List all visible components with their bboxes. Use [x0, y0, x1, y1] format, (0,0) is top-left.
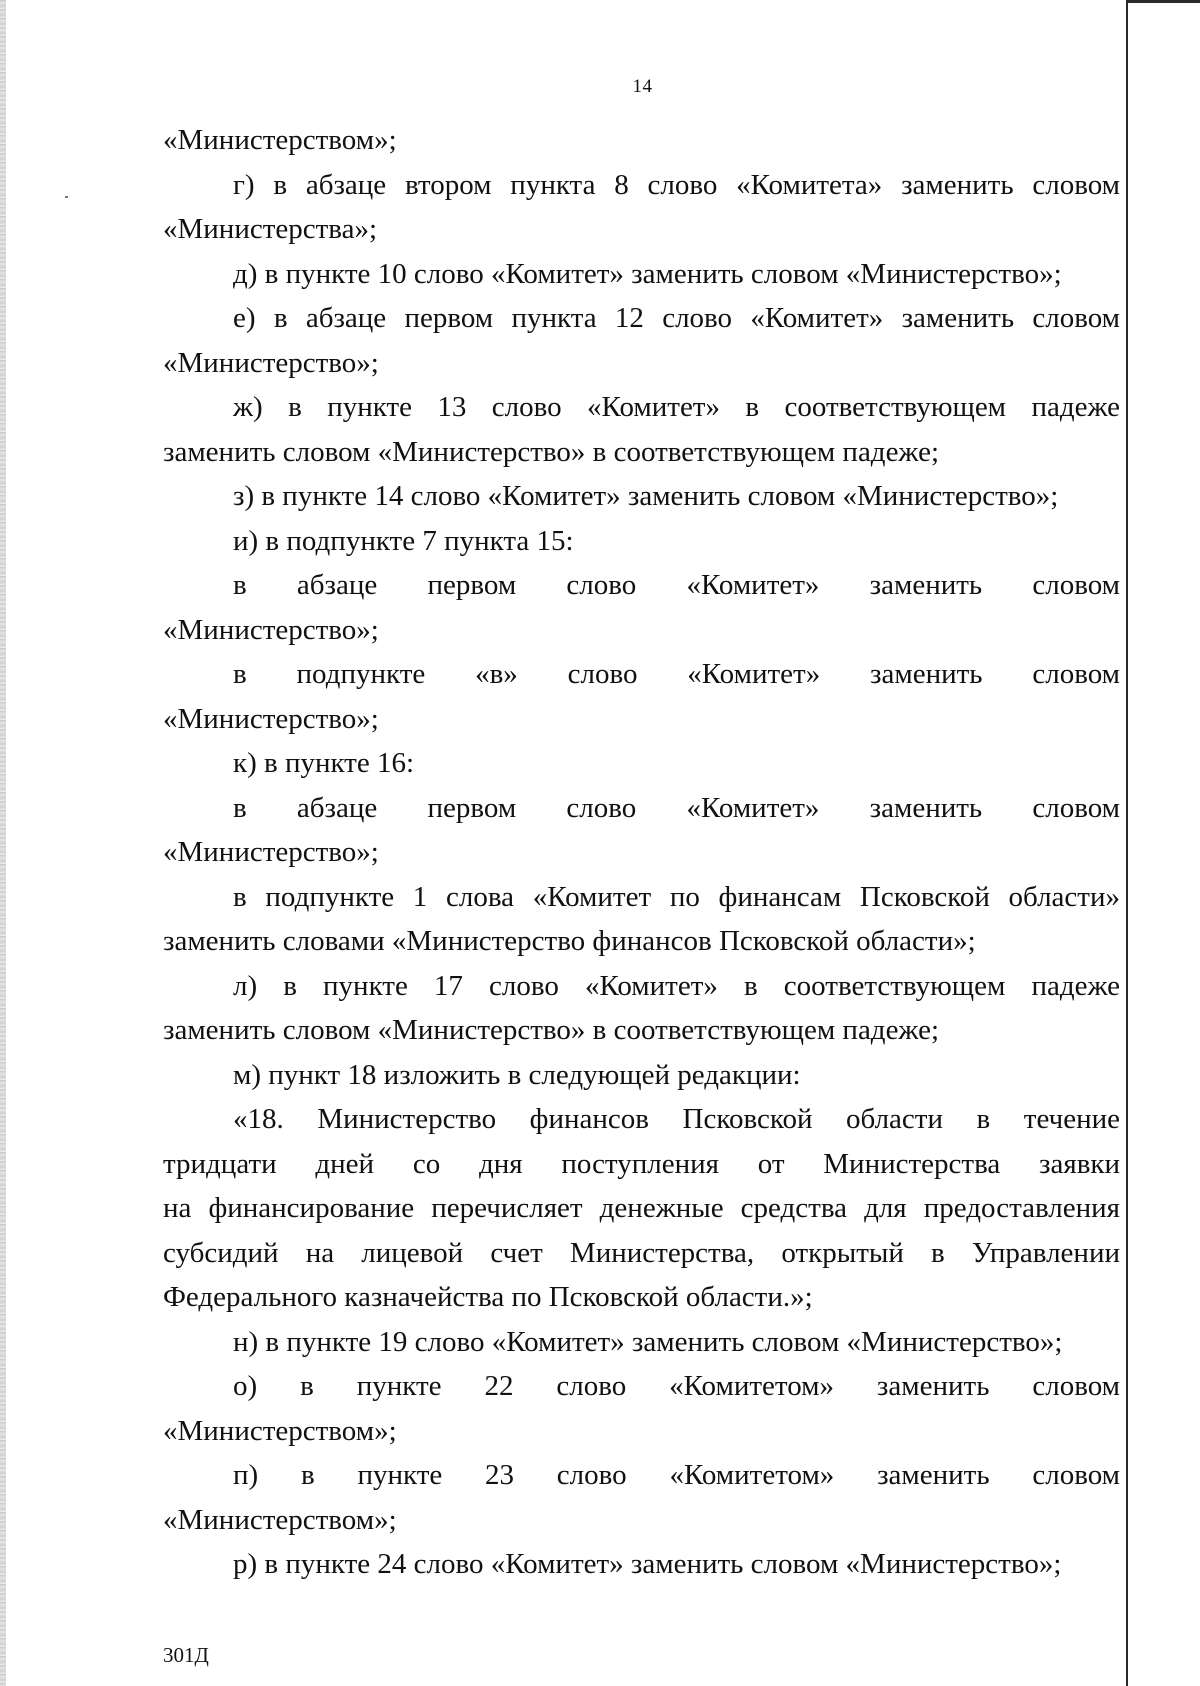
text-line: в подпункте «в» слово «Комитет» заменить словом: [233, 658, 1120, 690]
text-line: «18. Министерство финансов Псковской области в течение: [233, 1103, 1120, 1135]
text-line: д) в пункте 10 слово «Комитет» заменить словом «Министерство»;: [233, 257, 1062, 290]
text-line: в абзаце первом слово «Комитет» заменить словом: [233, 569, 1120, 601]
text-line: «Министерством»;: [163, 1414, 397, 1447]
text-line: «Министерство»;: [163, 613, 379, 646]
text-line: и) в подпункте 7 пункта 15:: [233, 524, 574, 557]
scan-right-edge-top: [1126, 0, 1200, 3]
text-line: заменить словами «Министерство финансов Псковской области»;: [163, 925, 976, 957]
text-line: «Министерство»;: [163, 702, 379, 735]
text-line: заменить словом «Министерство» в соответствующем падеже;: [163, 435, 940, 468]
text-line: заменить словом «Министерство» в соответствующем падеже;: [163, 1014, 940, 1046]
text-line: на финансирование перечисляет денежные средства для предоставления: [163, 1192, 1120, 1224]
text-line: м) пункт 18 изложить в следующей редакции:: [233, 1058, 801, 1091]
text-line: о) в пункте 22 слово «Комитетом» заменить словом: [233, 1370, 1120, 1402]
text-line: з) в пункте 14 слово «Комитет» заменить словом «Министерство»;: [233, 480, 1059, 512]
document-body: [163, 118, 1120, 1587]
text-line: в подпункте 1 слова «Комитет по финансам Псковской области»: [233, 880, 1120, 913]
document-code: 301Д: [163, 1643, 209, 1667]
text-line: е) в абзаце первом пункта 12 слово «Комитет» заменить словом: [233, 302, 1120, 334]
text-line: Федерального казначейства по Псковской области.»;: [163, 1281, 813, 1313]
page-number: 14: [632, 76, 653, 97]
text-line: л) в пункте 17 слово «Комитет» в соответствующем падеже: [233, 969, 1120, 1002]
scan-speck: [65, 196, 68, 198]
scan-left-edge: [0, 0, 6, 1686]
text-line: р) в пункте 24 слово «Комитет» заменить словом «Министерство»;: [233, 1548, 1062, 1580]
text-line: «Министерством»;: [163, 1503, 397, 1536]
text-line: г) в абзаце втором пункта 8 слово «Комитета» заменить словом: [233, 168, 1120, 201]
scan-right-edge: [1126, 0, 1200, 1686]
text-line: к) в пункте 16:: [233, 747, 415, 779]
text-line: тридцати дней со дня поступления от Министерства заявки: [163, 1147, 1120, 1180]
text-line: «Министерство»;: [163, 346, 379, 379]
text-line: в абзаце первом слово «Комитет» заменить словом: [233, 791, 1120, 824]
text-line: н) в пункте 19 слово «Комитет» заменить словом «Министерство»;: [233, 1325, 1063, 1358]
text-line: ж) в пункте 13 слово «Комитет» в соответствующем падеже: [233, 391, 1120, 423]
text-line: «Министерством»;: [163, 124, 397, 156]
text-line: «Министерство»;: [163, 836, 379, 868]
text-line: субсидий на лицевой счет Министерства, открытый в Управлении: [163, 1236, 1120, 1269]
text-line: «Министерства»;: [163, 213, 378, 245]
text-line: п) в пункте 23 слово «Комитетом» заменить словом: [233, 1459, 1120, 1491]
